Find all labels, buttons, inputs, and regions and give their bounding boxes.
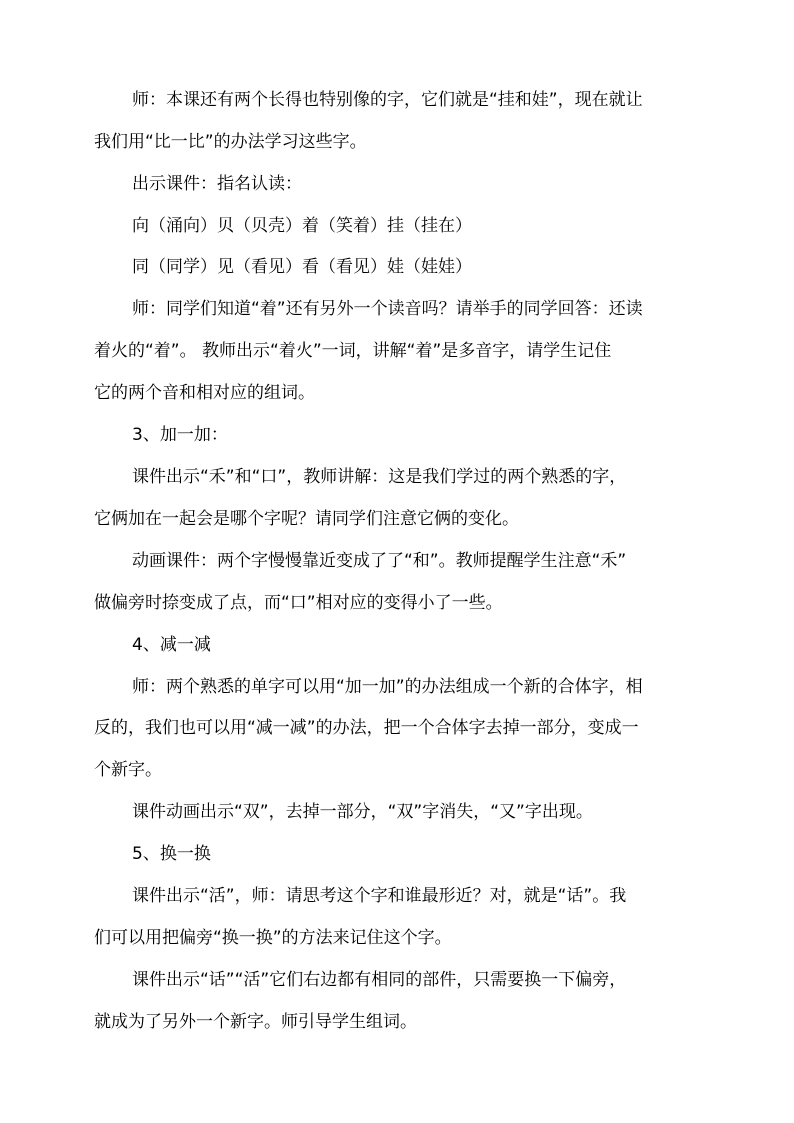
document-page — [94, 0, 719, 1123]
paragraph-line: 个新字。 — [94, 760, 162, 780]
paragraph-line: 课件出示“话”“活”它们右边都有相同的部件，只需要换一下偏旁， — [132, 970, 627, 990]
paragraph-line: 我们用“比一比”的办法学习这些字。 — [94, 132, 367, 152]
paragraph-line: 它俩加在一起会是哪个字呢？请同学们注意它俩的变化。 — [94, 509, 519, 529]
paragraph-line: 它的两个音和相对应的组词。 — [94, 383, 315, 403]
paragraph-line: 就成为了另外一个新字。师引导学生组词。 — [94, 1012, 417, 1032]
paragraph-line: 出示课件：指名认读： — [132, 174, 302, 194]
paragraph-line: 师：两个熟悉的单字可以用“加一加”的办法组成一个新的合体字，相 — [132, 677, 643, 697]
paragraph-line: 反的，我们也可以用“减一减”的办法，把一个合体字去掉一部分，变成一 — [94, 718, 639, 738]
paragraph-line: 课件动画出示“双”，去掉一部分，“双”字消失，“又”字出现。 — [132, 802, 593, 822]
paragraph-line: 师：同学们知道“着”还有另外一个读音吗？请举手的同学回答：还读 — [132, 299, 643, 319]
paragraph-line: 着火的“着”。 教师出示“着火”一词，讲解“着”是多音字，请学生记住 — [94, 341, 612, 361]
paragraph-line: 课件出示“活”，师：请思考这个字和谁最形近？对，就是“话”。我 — [132, 886, 627, 906]
section-heading: 5、换一换 — [132, 844, 211, 864]
section-heading: 3、加一加： — [132, 425, 228, 445]
paragraph-line: 课件出示“禾”和“口”，教师讲解：这是我们学过的两个熟悉的字， — [132, 467, 627, 487]
paragraph-line: 向（涌向）贝（贝壳）着（笑着）挂（挂在） — [132, 216, 472, 236]
paragraph-line: 师：本课还有两个长得也特别像的字，它们就是“挂和娃”，现在就让 — [132, 90, 643, 110]
section-heading: 4、减一减 — [132, 635, 211, 655]
paragraph-line: 动画课件：两个字慢慢靠近变成了了“和”。教师提醒学生注意“禾” — [132, 551, 627, 571]
paragraph-line: 同（同学）见（看见）看（看见）娃（娃娃） — [132, 257, 472, 277]
paragraph-line: 们可以用把偏旁“换一换”的方法来记住这个字。 — [94, 928, 452, 948]
paragraph-line: 做偏旁时捺变成了点，而“口”相对应的变得小了一些。 — [94, 593, 503, 613]
